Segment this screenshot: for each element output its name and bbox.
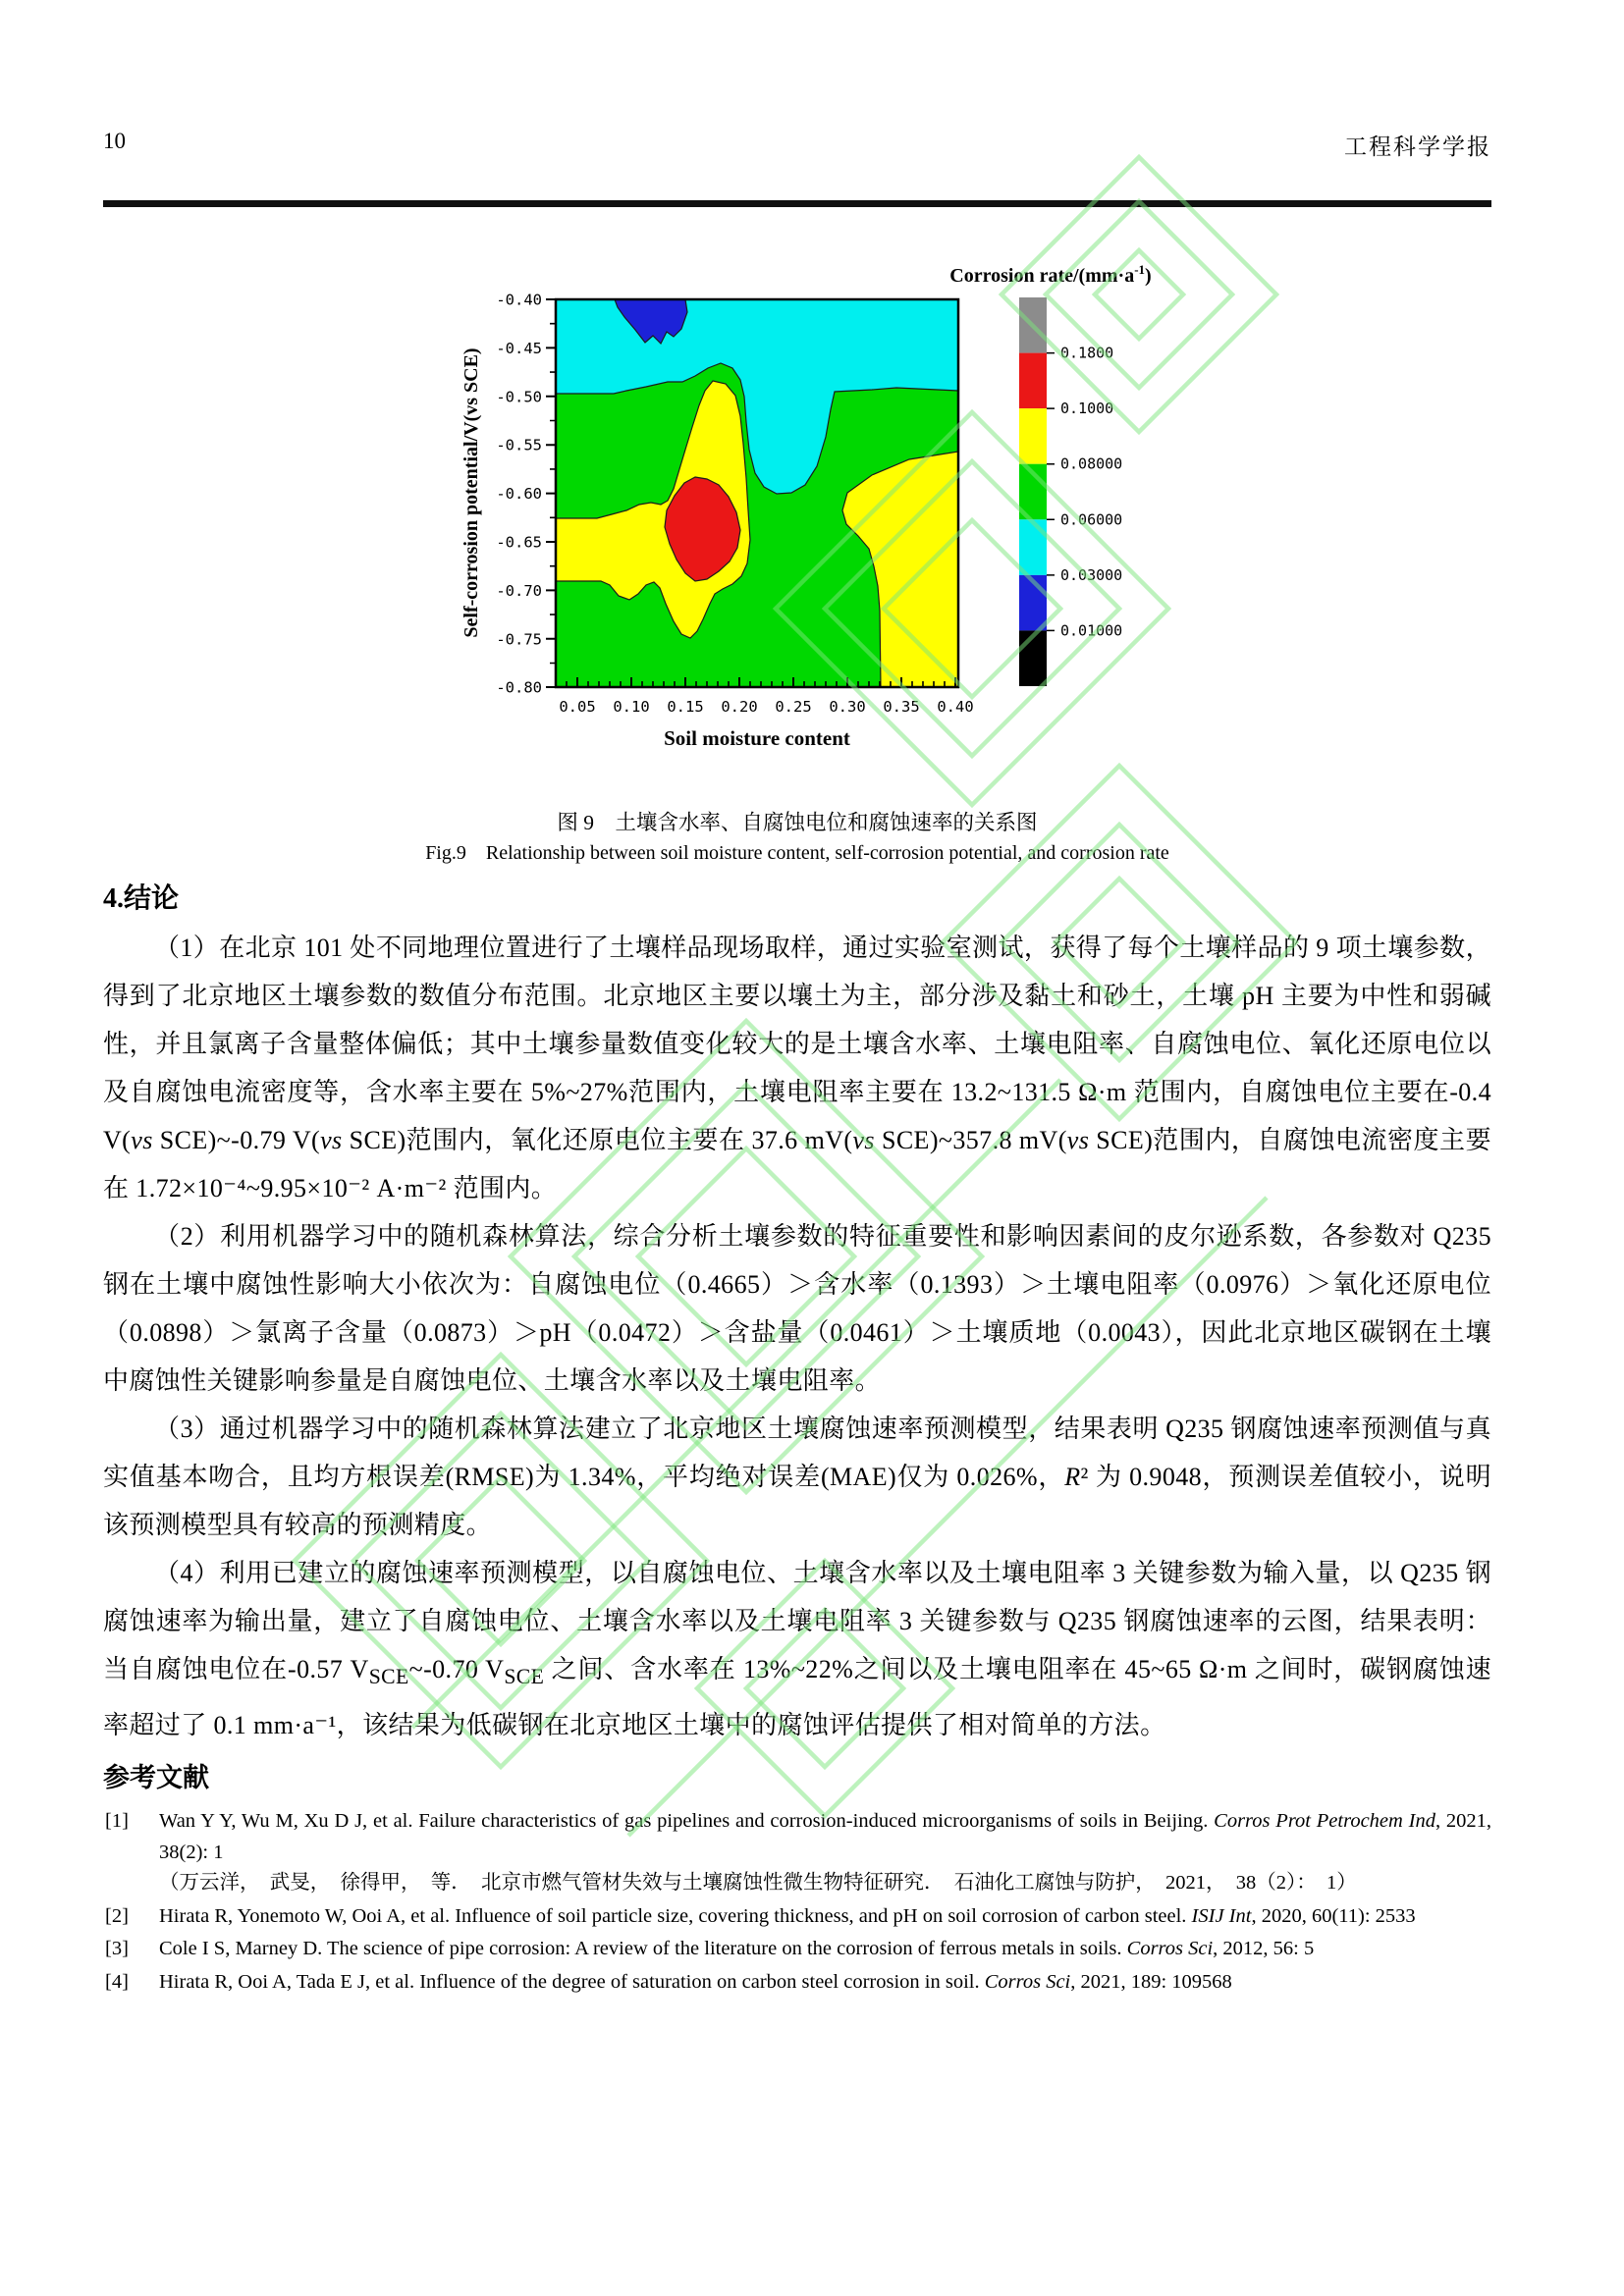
y-tick-label-1: -0.45 <box>496 339 542 357</box>
contour-regions <box>556 299 958 687</box>
reference-text: Hirata R, Yonemoto W, Ooi A, et al. Influence of soil particle size, covering thickness, and pH on soil corrosion of carbon steel. ISIJ Int, 2020, 60(11): 2533 <box>159 1904 1416 1927</box>
reference-label: [3] <box>105 1938 129 1959</box>
colorbar-label-5: 0.01000 <box>1060 621 1123 640</box>
conclusion-paragraph-3: （3）通过机器学习中的随机森林算法建立了北京地区土壤腐蚀速率预测模型，结果表明 Q235 钢腐蚀速率预测值与真实值基本吻合，且均方根误差(RMSE)为 1.34%，平均绝对误差(MAE)仅为 0.026%，R² 为 0.9048，预测误差值较小，说明该预测模型具有较高的预测精度。 <box>103 1415 1491 1539</box>
y-tick-label-2: -0.50 <box>496 388 542 406</box>
conclusion-paragraph-4: （4）利用已建立的腐蚀速率预测模型，以自腐蚀电位、土壤含水率以及土壤电阻率 3 关键参数为输入量，以 Q235 钢腐蚀速率为输出量，建立了自腐蚀电位、土壤含水率以及土壤电阻率 3 关键参数与 Q235 钢腐蚀速率的云图，结果表明：当自腐蚀电位在-0.57 $V_{SCE}\sim-0.70$ $V_{SCE}$ 之间、含水率在 13%~22%之间以及土壤电阻率在 45~65 Ω·m 之间时，碳钢腐蚀速率超过了 0.1 mm·a⁻¹，该结果为低碳钢在北京地区土壤中的腐蚀评估提供了相对简单的方法。 <box>103 1559 1491 1740</box>
y-tick-label-0: -0.40 <box>496 291 542 309</box>
x-tick-label-1: 0.10 <box>613 698 650 716</box>
colorbar-ticks <box>1047 353 1055 631</box>
reference-item-3 <box>103 1934 1491 1965</box>
y-tick-label-8: -0.80 <box>496 678 542 697</box>
conclusions-body <box>103 924 1491 1749</box>
y-tick-label-3: -0.55 <box>496 436 542 454</box>
colorbar-segment-blue <box>1019 575 1047 631</box>
colorbar <box>949 262 1151 686</box>
page-header <box>103 129 1491 160</box>
header-rule <box>103 200 1491 207</box>
colorbar-segment-cyan <box>1019 519 1047 575</box>
colorbar-label-4: 0.03000 <box>1060 565 1123 584</box>
x-tick-label-7: 0.40 <box>937 698 974 716</box>
colorbar-segment-black <box>1019 630 1047 686</box>
references-heading: 参考文献 <box>103 1763 209 1792</box>
y-major-ticks <box>546 299 556 687</box>
x-tick-label-4: 0.25 <box>775 698 812 716</box>
conclusions-heading: 4.结论 <box>103 883 180 914</box>
references-section <box>103 1756 1491 2000</box>
reference-text: Wan Y Y, Wu M, Xu D J, et al. Failure characteristics of gas pipelines and corrosion-induced microorganisms of soils in Beijing. Corros Prot Petrochem Ind, 2021, 38(2): 1 <box>159 1810 1492 1863</box>
reference-item-2 <box>103 1901 1491 1933</box>
y-tick-label-7: -0.75 <box>496 630 542 649</box>
colorbar-segment-red <box>1019 353 1047 409</box>
y-tick-label-6: -0.70 <box>496 581 542 600</box>
y-tick-label-5: -0.65 <box>496 533 542 552</box>
reference-label: [4] <box>105 1970 129 1993</box>
colorbar-label-3: 0.06000 <box>1060 510 1123 529</box>
x-axis-label: Soil moisture content <box>664 726 850 750</box>
x-tick-label-2: 0.15 <box>667 698 704 716</box>
reference-label: [1] <box>105 1810 129 1832</box>
conclusion-paragraph-1: （1）在北京 101 处不同地理位置进行了土壤样品现场取样，通过实验室测试，获得了每个土壤样品的 9 项土壤参数，得到了北京地区土壤参数的数值分布范围。北京地区主要以壤土为主，部分涉及黏土和砂土，土壤 pH 主要为中性和弱碱性，并且氯离子含量整体偏低；其中土壤参量数值变化较大的是土壤含水率、土壤电阻率、自腐蚀电位、氧化还原电位以及自腐蚀电流密度等，含水率主要在 5%~27%范围内，土壤电阻率主要在 13.2~131.5 Ω·m 范围内，自腐蚀电位主要在-0.4 V(vs SCE)~-0.79 V(vs SCE)范围内，氧化还原电位主要在 37.6 mV(vs SCE)~357.8 mV(vs SCE)范围内，自腐蚀电流密度主要在 1.72×10⁻⁴~9.95×10⁻² A·m⁻² 范围内。 <box>103 934 1491 1202</box>
figure-caption-en: Fig.9 Relationship between soil moisture content, self-corrosion potential, and corrosion rate <box>425 842 1169 864</box>
x-tick-label-5: 0.30 <box>829 698 866 716</box>
x-tick-label-0: 0.05 <box>559 698 596 716</box>
y-axis-label: Self-corrosion potential/V(vs SCE) <box>460 347 482 638</box>
reference-text: Cole I S, Marney D. The science of pipe corrosion: A review of the literature on the corrosion of ferrous metals in soils. Corros Sci, 2012, 56: 5 <box>159 1938 1315 1959</box>
conclusion-paragraph-2: （2）利用机器学习中的随机森林算法，综合分析土壤参数的特征重要性和影响因素间的皮尔逊系数，各参数对 Q235 钢在土壤中腐蚀性影响大小依次为：自腐蚀电位（0.4665）＞含水率（0.1393）＞土壤电阻率（0.0976）＞氧化还原电位（0.0898）＞氯离子含量（0.0873）＞pH（0.0472）＞含盐量（0.0461）＞土壤质地（0.0043），因此北京地区碳钢在土壤中腐蚀性关键影响参量是自腐蚀电位、土壤含水率以及土壤电阻率。 <box>103 1222 1491 1395</box>
contour-chart <box>450 257 1176 758</box>
reference-translation: （万云洋， 武旻， 徐得甲， 等． 北京市燃气管材失效与土壤腐蚀性微生物特征研究． 石油化工腐蚀与防护， 2021， 38（2）： 1） <box>159 1872 1357 1894</box>
reference-label: [2] <box>105 1904 129 1927</box>
colorbar-segment-yellow <box>1019 408 1047 464</box>
reference-item-1 <box>103 1806 1491 1899</box>
journal-name: 工程科学学报 <box>1344 134 1491 159</box>
page-number: 10 <box>103 129 126 153</box>
colorbar-label-1: 0.1000 <box>1060 400 1114 418</box>
y-tick-label-4: -0.60 <box>496 485 542 504</box>
reference-text: Hirata R, Ooi A, Tada E J, et al. Influence of the degree of saturation on carbon steel corrosion in soil. Corros Sci, 2021, 189: 109568 <box>159 1970 1232 1993</box>
colorbar-label-2: 0.08000 <box>1060 454 1123 473</box>
reference-item-4 <box>103 1967 1491 1999</box>
colorbar-segment-gray <box>1019 297 1047 353</box>
x-tick-label-6: 0.35 <box>883 698 920 716</box>
colorbar-label-0: 0.1800 <box>1060 344 1114 362</box>
figure-caption-zh: 图 9 土壤含水率、自腐蚀电位和腐蚀速率的关系图 <box>557 811 1038 834</box>
figure-area <box>450 257 1176 758</box>
colorbar-segment-green <box>1019 464 1047 520</box>
x-tick-label-3: 0.20 <box>721 698 758 716</box>
figure-caption <box>103 806 1491 865</box>
colorbar-title: Corrosion rate/$(mm\cdot a^{-1})$ <box>949 262 1152 287</box>
